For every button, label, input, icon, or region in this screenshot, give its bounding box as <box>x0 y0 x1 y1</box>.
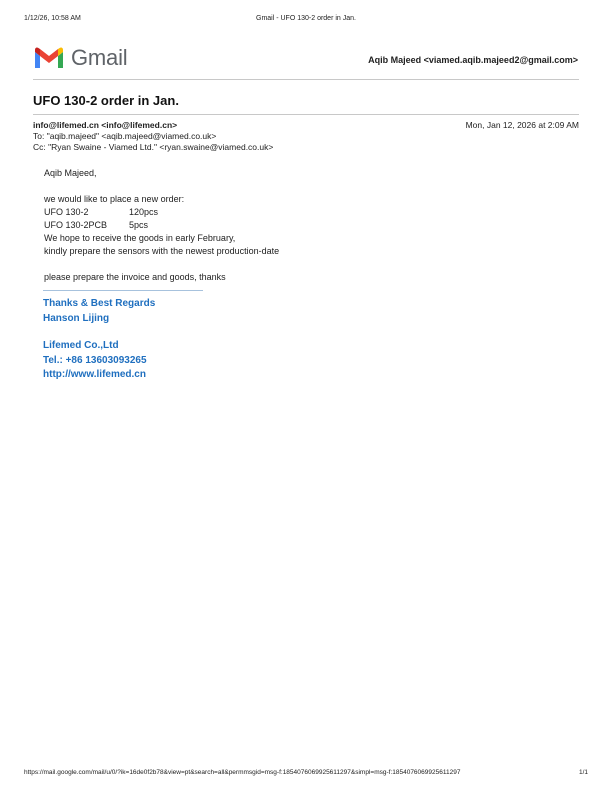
print-page-number: 1/1 <box>578 769 588 776</box>
email-to: To: "aqib.majeed" <aqib.majeed@viamed.co.uk> <box>33 131 217 141</box>
order-qty: 5pcs <box>129 220 149 230</box>
account-name: Aqib Majeed <viamed.aqib.majeed2@gmail.com> <box>368 55 578 65</box>
print-footer-url: https://mail.google.com/mail/u/0/?ik=16de0f2b78&view=pt&search=all&permmsgid=msg-f:1854076069925611297&simpl=msg-f:1854076069925611297 <box>24 769 461 776</box>
subject-divider <box>33 114 579 115</box>
signature-company: Lifemed Co.,Ltd <box>43 340 119 351</box>
greeting: Aqib Majeed, <box>44 168 97 178</box>
signature-regards: Thanks & Best Regards <box>43 298 156 309</box>
header-divider <box>33 79 579 80</box>
signature-divider <box>43 290 203 291</box>
sender-address: info@lifemed.cn <info@lifemed.cn> <box>33 120 178 130</box>
prepare-line: kindly prepare the sensors with the newest production-date <box>44 246 280 256</box>
email-subject: UFO 130-2 order in Jan. <box>33 93 179 108</box>
gmail-m-icon <box>33 46 65 70</box>
print-datetime: 1/12/26, 10:58 AM <box>24 15 81 22</box>
order-line <box>44 219 279 232</box>
gmail-logo[interactable] <box>33 44 133 72</box>
signature-name: Hanson Lijing <box>43 313 110 324</box>
email-cc: Cc: "Ryan Swaine - Viamed Ltd." <ryan.swaine@viamed.co.uk> <box>33 142 274 152</box>
invoice-line: please prepare the invoice and goods, thanks <box>44 272 226 282</box>
signature-website <box>43 367 146 382</box>
email-body <box>44 167 279 284</box>
print-page-title: Gmail - UFO 130-2 order in Jan. <box>256 15 356 22</box>
order-line <box>44 206 279 219</box>
order-item: UFO 130-2 <box>44 207 89 217</box>
order-item: UFO 130-2PCB <box>44 220 108 230</box>
receive-line: We hope to receive the goods in early February, <box>44 233 236 243</box>
order-intro: we would like to place a new order: <box>44 194 185 204</box>
gmail-logo-text: Gmail <box>71 45 128 70</box>
email-date: Mon, Jan 12, 2026 at 2:09 AM <box>465 120 579 130</box>
order-qty: 120pcs <box>129 207 159 217</box>
website-link[interactable]: http://www.lifemed.cn <box>43 369 146 380</box>
signature-tel: Tel.: +86 13603093265 <box>43 355 147 366</box>
